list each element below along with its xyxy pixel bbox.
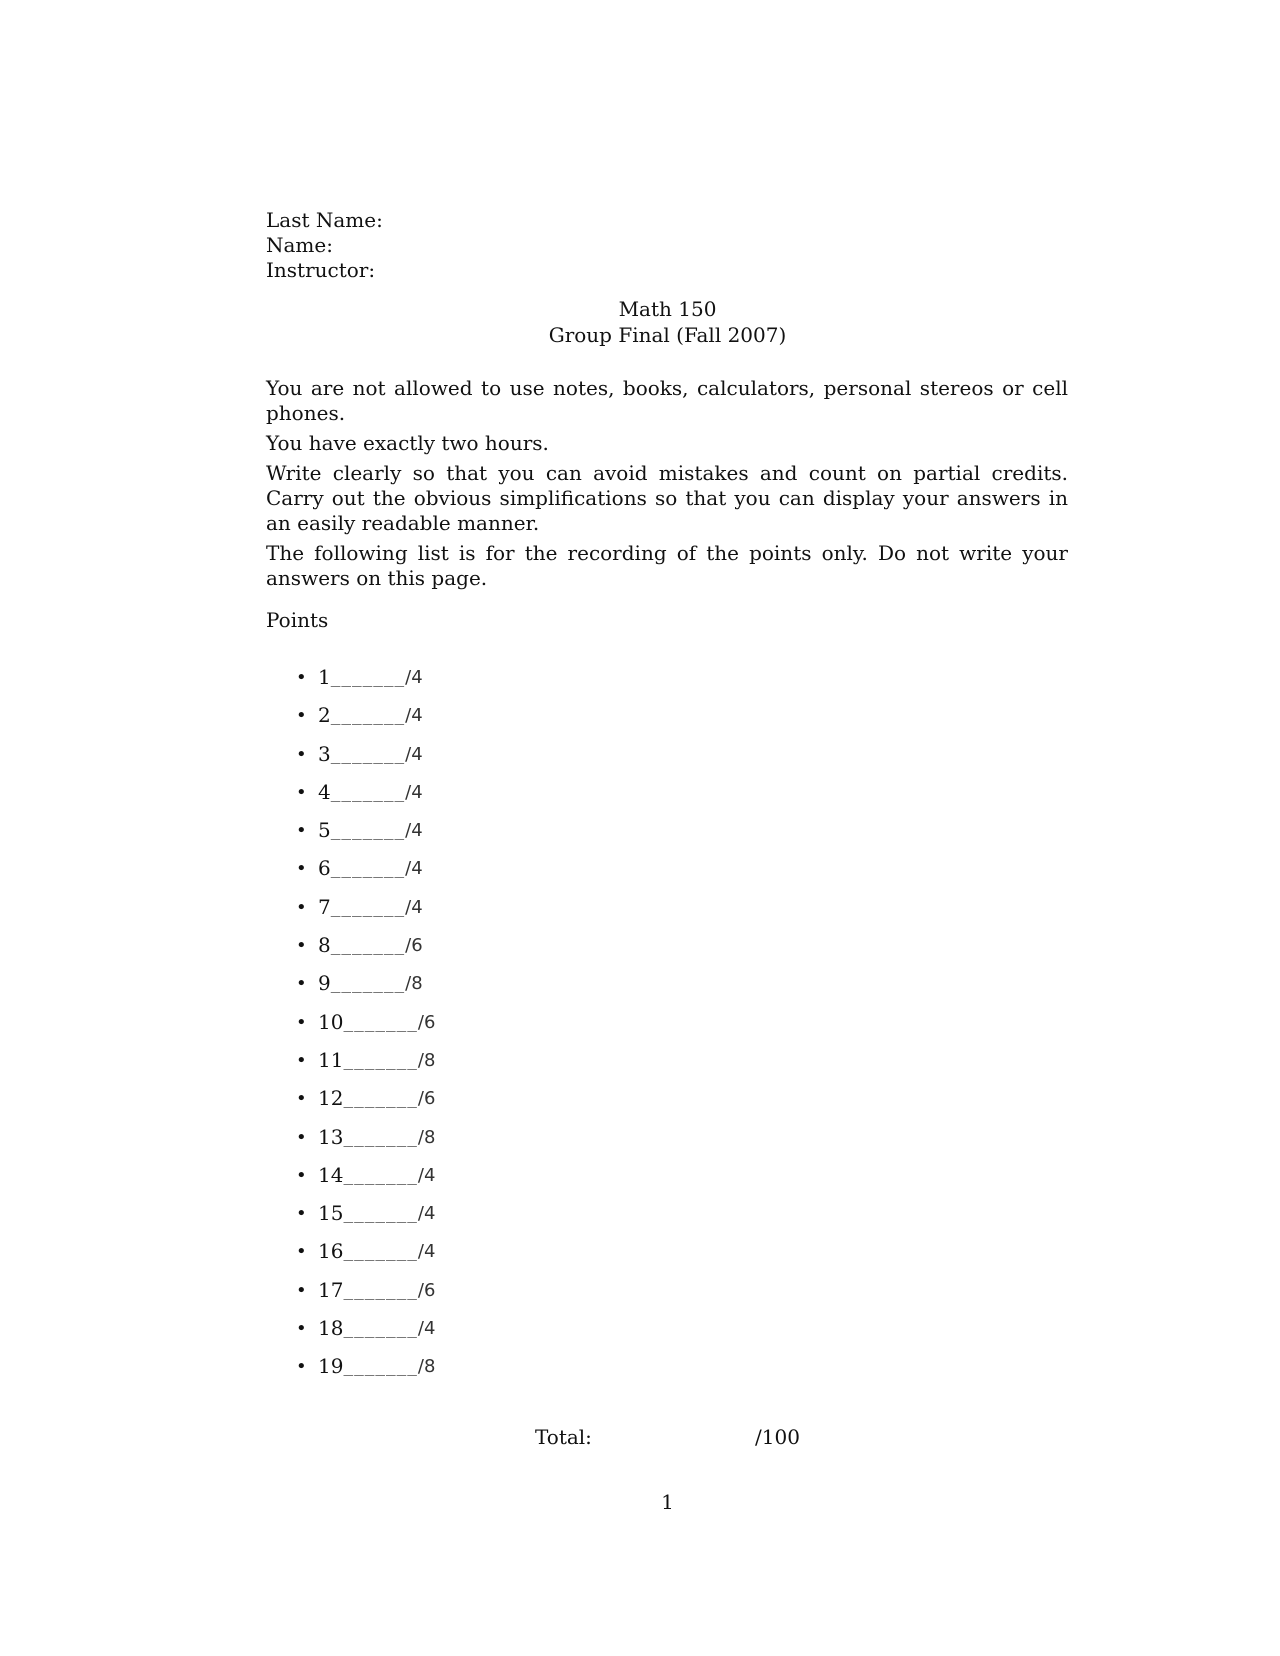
- question-number: 3: [318, 741, 331, 766]
- points-item: [296, 1239, 435, 1277]
- points-item: [296, 1278, 435, 1316]
- question-number: 4: [318, 779, 331, 804]
- total-row: [535, 1425, 800, 1450]
- points-item: [296, 1125, 435, 1163]
- points-item: [296, 1163, 435, 1201]
- score-blank: _______: [343, 1012, 418, 1032]
- points-item: [296, 1010, 435, 1048]
- bullet-icon: •: [296, 820, 307, 842]
- exam-title: Group Final (Fall 2007): [548, 323, 787, 347]
- score-blank: _______: [343, 1089, 418, 1109]
- bullet-icon: •: [296, 896, 307, 918]
- bullet-icon: •: [296, 1164, 307, 1186]
- instruction-paragraph: The following list is for the recording of the points only. Do not write your answers on this page.: [266, 541, 1068, 590]
- instruction-paragraph: You have exactly two hours.: [266, 431, 549, 455]
- score-blank: _______: [343, 1319, 418, 1339]
- question-number: 5: [318, 818, 331, 843]
- points-item: [296, 1354, 435, 1392]
- score-blank: _______: [330, 706, 406, 726]
- last-name-label: Last Name:: [266, 208, 383, 232]
- score-blank: _______: [330, 782, 406, 802]
- points-item: [296, 780, 435, 818]
- max-points: /4: [417, 1241, 436, 1263]
- bullet-icon: •: [296, 1356, 307, 1378]
- question-number: 7: [318, 894, 331, 919]
- question-number: 17: [318, 1277, 344, 1302]
- max-points: /4: [405, 820, 423, 842]
- instruction-paragraph: Write clearly so that you can avoid mistakes and count on partial credits. Carry out the obvious simplifications so that you can display your answers in an easily readable manner.: [266, 461, 1068, 535]
- max-points: /4: [405, 705, 423, 727]
- points-item: [296, 665, 435, 703]
- max-points: /4: [405, 667, 423, 688]
- score-blank: _______: [343, 1165, 418, 1185]
- bullet-icon: •: [296, 743, 307, 765]
- max-points: /4: [405, 858, 423, 880]
- bullet-icon: •: [296, 1011, 307, 1033]
- instruction-paragraph: You are not allowed to use notes, books, calculators, personal stereos or cell phones.: [266, 376, 1068, 425]
- question-number: 18: [318, 1316, 344, 1341]
- course-title: Math 150: [618, 297, 717, 321]
- question-number: 15: [318, 1201, 344, 1226]
- bullet-icon: •: [296, 973, 307, 995]
- question-number: 10: [318, 1009, 344, 1034]
- max-points: /4: [405, 781, 423, 803]
- bullet-icon: •: [296, 705, 307, 727]
- question-number: 14: [318, 1162, 344, 1187]
- question-number: 1: [318, 665, 331, 689]
- max-points: /4: [417, 1164, 436, 1186]
- points-item: [296, 971, 435, 1009]
- bullet-icon: •: [296, 1318, 307, 1340]
- points-item: [296, 1201, 435, 1239]
- points-item: [296, 856, 435, 894]
- score-blank: _______: [330, 821, 406, 841]
- points-item: [296, 703, 435, 741]
- max-points: /4: [417, 1318, 436, 1340]
- name-label: Name:: [266, 233, 333, 257]
- points-heading: Points: [266, 608, 329, 632]
- question-number: 13: [318, 1124, 344, 1149]
- max-points: /8: [405, 973, 423, 995]
- question-number: 11: [318, 1047, 344, 1072]
- bullet-icon: •: [296, 935, 307, 957]
- exam-title-block: [0, 296, 1280, 348]
- max-points: /8: [417, 1356, 436, 1378]
- score-blank: _______: [343, 1280, 418, 1300]
- question-number: 2: [318, 703, 331, 728]
- score-blank: _______: [330, 897, 406, 917]
- instructions: [266, 376, 1068, 596]
- bullet-icon: •: [296, 1088, 307, 1110]
- points-item: [296, 818, 435, 856]
- bullet-icon: •: [296, 1049, 307, 1071]
- score-blank: _______: [343, 1050, 418, 1070]
- bullet-icon: •: [296, 667, 307, 688]
- score-blank: _______: [330, 936, 406, 956]
- points-item: [296, 933, 435, 971]
- points-item: [296, 1086, 435, 1124]
- bullet-icon: •: [296, 1126, 307, 1148]
- question-number: 9: [318, 971, 331, 996]
- points-item: [296, 742, 435, 780]
- max-points: /6: [417, 1279, 436, 1301]
- max-points: /4: [405, 896, 423, 918]
- score-blank: _______: [330, 859, 406, 879]
- score-blank: _______: [343, 1204, 418, 1224]
- points-list: [296, 665, 435, 1393]
- question-number: 19: [318, 1354, 344, 1379]
- question-number: 6: [318, 856, 331, 881]
- question-number: 8: [318, 933, 331, 958]
- points-item: [296, 895, 435, 933]
- total-max: /100: [755, 1425, 800, 1449]
- score-blank: _______: [330, 974, 406, 994]
- score-blank: _______: [343, 1242, 418, 1262]
- bullet-icon: •: [296, 1279, 307, 1301]
- max-points: /6: [405, 935, 423, 957]
- max-points: /4: [417, 1203, 436, 1225]
- bullet-icon: •: [296, 858, 307, 880]
- points-item: [296, 1316, 435, 1354]
- max-points: /8: [417, 1049, 436, 1071]
- score-blank: _______: [343, 1357, 418, 1377]
- max-points: /8: [417, 1126, 436, 1148]
- instructor-label: Instructor:: [266, 258, 376, 282]
- score-blank: _______: [343, 1127, 418, 1147]
- max-points: /6: [417, 1011, 436, 1033]
- bullet-icon: •: [296, 1241, 307, 1263]
- max-points: /4: [405, 743, 423, 765]
- score-blank: _______: [330, 744, 406, 764]
- score-blank: _______: [330, 668, 406, 687]
- question-number: 16: [318, 1239, 344, 1264]
- page-number: 1: [661, 1490, 674, 1514]
- bullet-icon: •: [296, 781, 307, 803]
- total-label: Total:: [535, 1425, 592, 1449]
- student-info-fields: [266, 208, 383, 283]
- max-points: /6: [417, 1088, 436, 1110]
- question-number: 12: [318, 1086, 344, 1111]
- bullet-icon: •: [296, 1203, 307, 1225]
- points-item: [296, 1048, 435, 1086]
